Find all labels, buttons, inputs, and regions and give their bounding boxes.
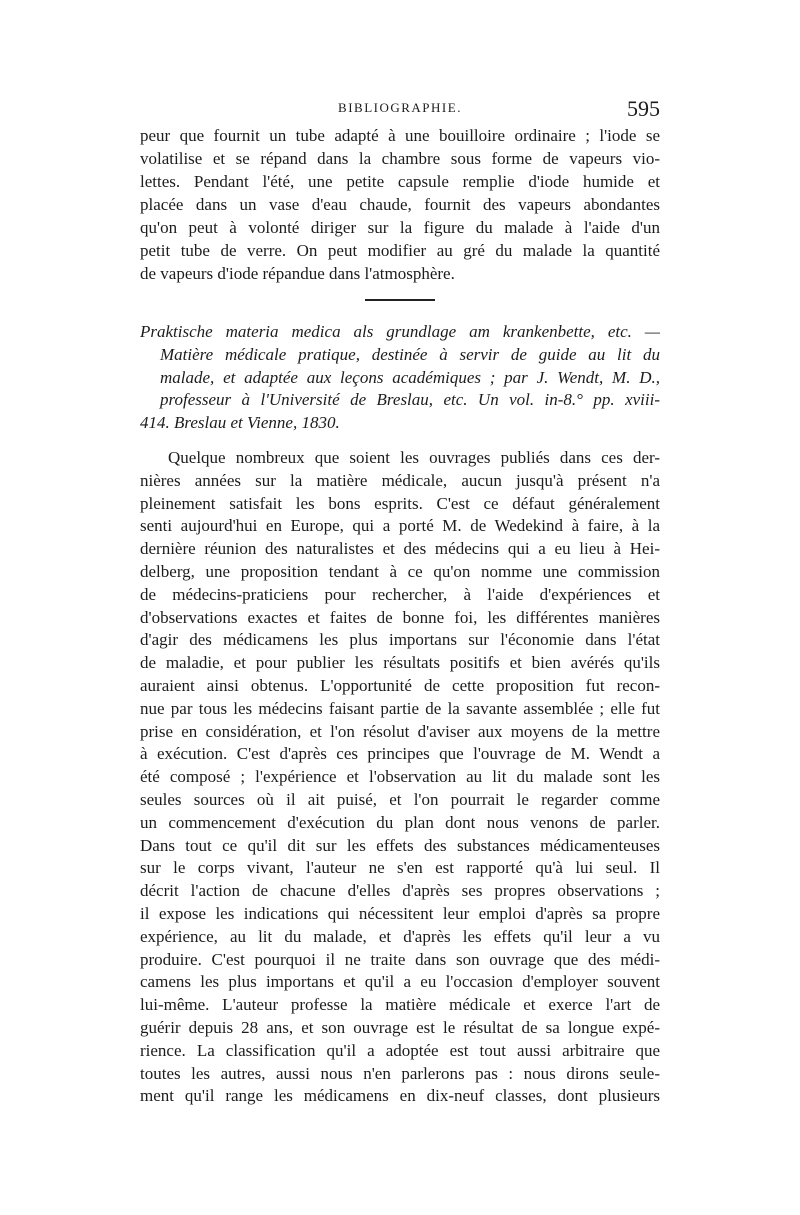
text-line: prise en considération, et l'on résolut d'aviser aux moyens de la mettre [140, 721, 660, 741]
text-line: rience. La classification qu'il a adoptée est tout aussi arbitraire que [140, 1040, 660, 1060]
review-paragraph [140, 447, 660, 1108]
text-line: nières années sur la matière médicale, aucun jusqu'à présent n'a [140, 470, 660, 490]
text-line: il expose les indications qui nécessitent leur emploi d'après sa propre [140, 903, 660, 923]
citation-line: professeur à l'Université de Breslau, etc. Un vol. in-8.° pp. xviii- [160, 390, 660, 410]
book-citation [140, 321, 660, 435]
text-line: peur que fournit un tube adapté à une bouilloire ordinaire ; l'iode se [140, 126, 660, 145]
text-line: toutes les autres, aussi nous n'en parlerons pas : nous dirons seule- [140, 1063, 660, 1083]
citation-line: Praktische materia medica als grundlage am krankenbette, etc. — [140, 322, 660, 341]
text-line: pleinement satisfait les bons esprits. C'est ce défaut généralement [140, 493, 660, 513]
top-paragraph [140, 124, 660, 285]
text-line: sur le corps vivant, l'auteur ne s'en est rapporté qu'à lui seul. Il [140, 858, 660, 878]
text-line: nue par tous les médecins faisant partie de la savante assemblée ; elle fut [140, 698, 660, 718]
text-line: de médecins-praticiens pour rechercher, à l'aide d'expériences et [140, 584, 660, 604]
text-line: camens les plus importans et qu'il a eu l'occasion d'employer souvent [140, 972, 660, 992]
section-divider [365, 299, 435, 301]
text-line: guérir depuis 28 ans, et son ouvrage est le résultat de sa longue expé- [140, 1017, 660, 1037]
text-line: d'agir des médicamens les plus importans sur l'économie dans l'état [140, 630, 660, 650]
text-line: à exécution. C'est d'après ces principes que l'ouvrage de M. Wendt a [140, 744, 660, 764]
text-line: été composé ; l'expérience et l'observation au lit du malade sont les [140, 767, 660, 787]
text-line: petit tube de verre. On peut modifier au gré du malade la quantité [140, 241, 660, 260]
text-line: ment qu'il range les médicamens en dix-neuf classes, dont plusieurs [140, 1086, 660, 1106]
text-line: auraient ainsi obtenus. L'opportunité de cette proposition fut recon- [140, 675, 660, 695]
text-line: de vapeurs d'iode répandue dans l'atmosphère. [140, 264, 455, 283]
text-line: Dans tout ce qu'il dit sur les effets des substances médicamenteuses [140, 835, 660, 855]
text-line: delberg, une proposition tendant à ce qu'on nomme une commission [140, 561, 660, 581]
text-line: produire. C'est pourquoi il ne traite dans son ouvrage que des médi- [140, 949, 660, 969]
text-line: placée dans un vase d'eau chaude, fournit des vapeurs abondantes [140, 195, 660, 214]
citation-line: malade, et adaptée aux leçons académiques ; par J. Wendt, M. D., [160, 367, 660, 387]
text-line: senti aujourd'hui en Europe, qui a porté M. de Wedekind à faire, à la [140, 516, 660, 536]
page-header [140, 96, 660, 124]
text-line: Quelque nombreux que soient les ouvrages publiés dans ces der- [168, 447, 660, 467]
text-line: volatilise et se répand dans la chambre sous forme de vapeurs vio- [140, 149, 660, 168]
text-line: qu'on peut à volonté diriger sur la figure du malade à l'aide d'un [140, 218, 660, 237]
page-content [140, 124, 660, 1108]
text-line: lui-même. L'auteur professe la matière médicale et exerce l'art de [140, 995, 660, 1015]
citation-line: 414. Breslau et Vienne, 1830. [140, 413, 340, 433]
citation-line: Matière médicale pratique, destinée à servir de guide au lit du [160, 344, 660, 364]
text-line: de maladie, et pour publier les résultats positifs et bien avérés qu'ils [140, 653, 660, 673]
text-line: d'observations exactes et faites de bonne foi, les différentes manières [140, 607, 660, 627]
spacer [140, 435, 660, 447]
text-line: seules sources où il ait puisé, et l'on pourrait le regarder comme [140, 789, 660, 809]
text-line: un commencement d'exécution du plan dont nous venons de parler. [140, 812, 660, 832]
text-line: expérience, au lit du malade, et d'après les effets qu'il leur a vu [140, 926, 660, 946]
page-number: 595 [627, 96, 660, 121]
text-line: lettes. Pendant l'été, une petite capsule remplie d'iode humide et [140, 172, 660, 191]
text-line: dernière réunion des naturalistes et des médecins qui a eu lieu à Hei- [140, 539, 660, 559]
text-line: décrit l'action de chacune d'elles d'après ses propres observations ; [140, 881, 660, 901]
running-title: BIBLIOGRAPHIE. [338, 100, 462, 115]
